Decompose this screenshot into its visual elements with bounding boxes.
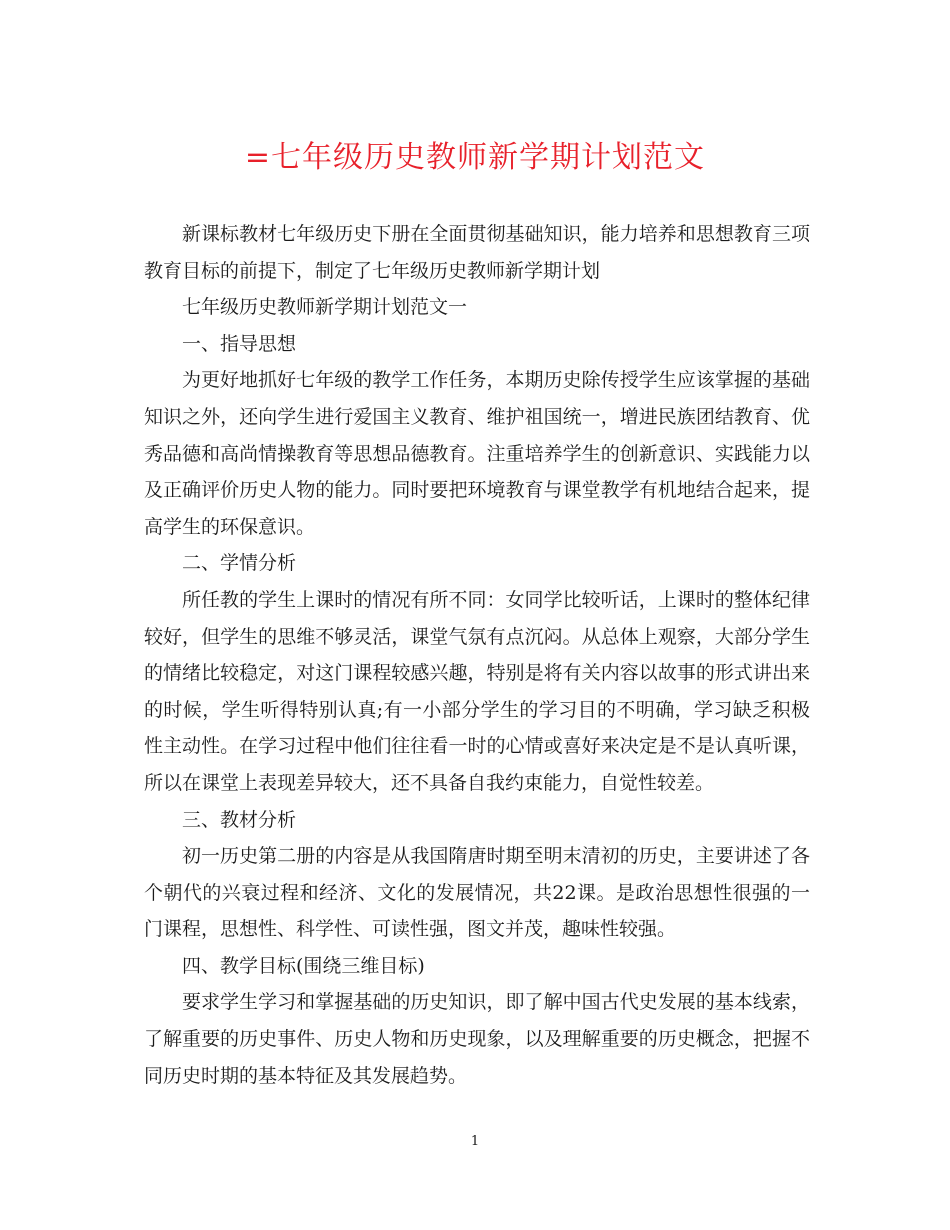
section-heading-teaching-goals: 四、教学目标(围绕三维目标) xyxy=(182,954,425,977)
body-paragraph: 为更好地抓好七年级的教学工作任务，本期历史除传授学生应该掌握的基础知识之外，还向学生进行爱国主义教育、维护祖国统一，增进民族团结教育、优秀品德和高尚情操教育等思想品德教育。注重培养学生的创新意识、实践能力以及正确评价历史人物的能力。同时要把环境教育与课堂教学有机地结合起来，提高学生的环保意识。 xyxy=(144,369,810,538)
document-title: =七年级历史教师新学期计划范文 xyxy=(244,140,706,175)
page-number: 1 xyxy=(470,1134,480,1149)
body-paragraph: 要求学生学习和掌握基础的历史知识，即了解中国古代史发展的基本线索，了解重要的历史事件、历史人物和历史现象，以及理解重要的历史概念，把握不同历史时期的基本特征及其发展趋势。 xyxy=(144,991,810,1087)
section-heading-textbook-analysis: 三、教材分析 xyxy=(182,808,297,831)
section-heading-student-analysis: 二、学情分析 xyxy=(182,552,297,575)
subtitle-paragraph: 七年级历史教师新学期计划范文一 xyxy=(182,296,468,319)
document-body xyxy=(144,216,810,1094)
body-paragraph: 初一历史第二册的内容是从我国隋唐时期至明末清初的历史，主要讲述了各个朝代的兴衰过程和经济、文化的发展情况，共22课。是政治思想性很强的一门课程，思想性、科学性、可读性强，图文并茂，趣味性较强。 xyxy=(144,845,810,941)
body-paragraph: 所任教的学生上课时的情况有所不同：女同学比较听话，上课时的整体纪律较好，但学生的思维不够灵活，课堂气氛有点沉闷。从总体上观察，大部分学生的情绪比较稳定，对这门课程较感兴趣，特别是将有关内容以故事的形式讲出来的时候，学生听得特别认真;有一小部分学生的学习目的不明确，学习缺乏积极性主动性。在学习过程中他们往往看一时的心情或喜好来决定是不是认真听课，所以在课堂上表现差异较大，还不具备自我约束能力，自觉性较差。 xyxy=(144,588,810,794)
intro-paragraph: 新课标教材七年级历史下册在全面贯彻基础知识，能力培养和思想教育三项教育目标的前提下，制定了七年级历史教师新学期计划 xyxy=(144,223,810,282)
section-heading-guiding-thought: 一、指导思想 xyxy=(182,332,297,355)
